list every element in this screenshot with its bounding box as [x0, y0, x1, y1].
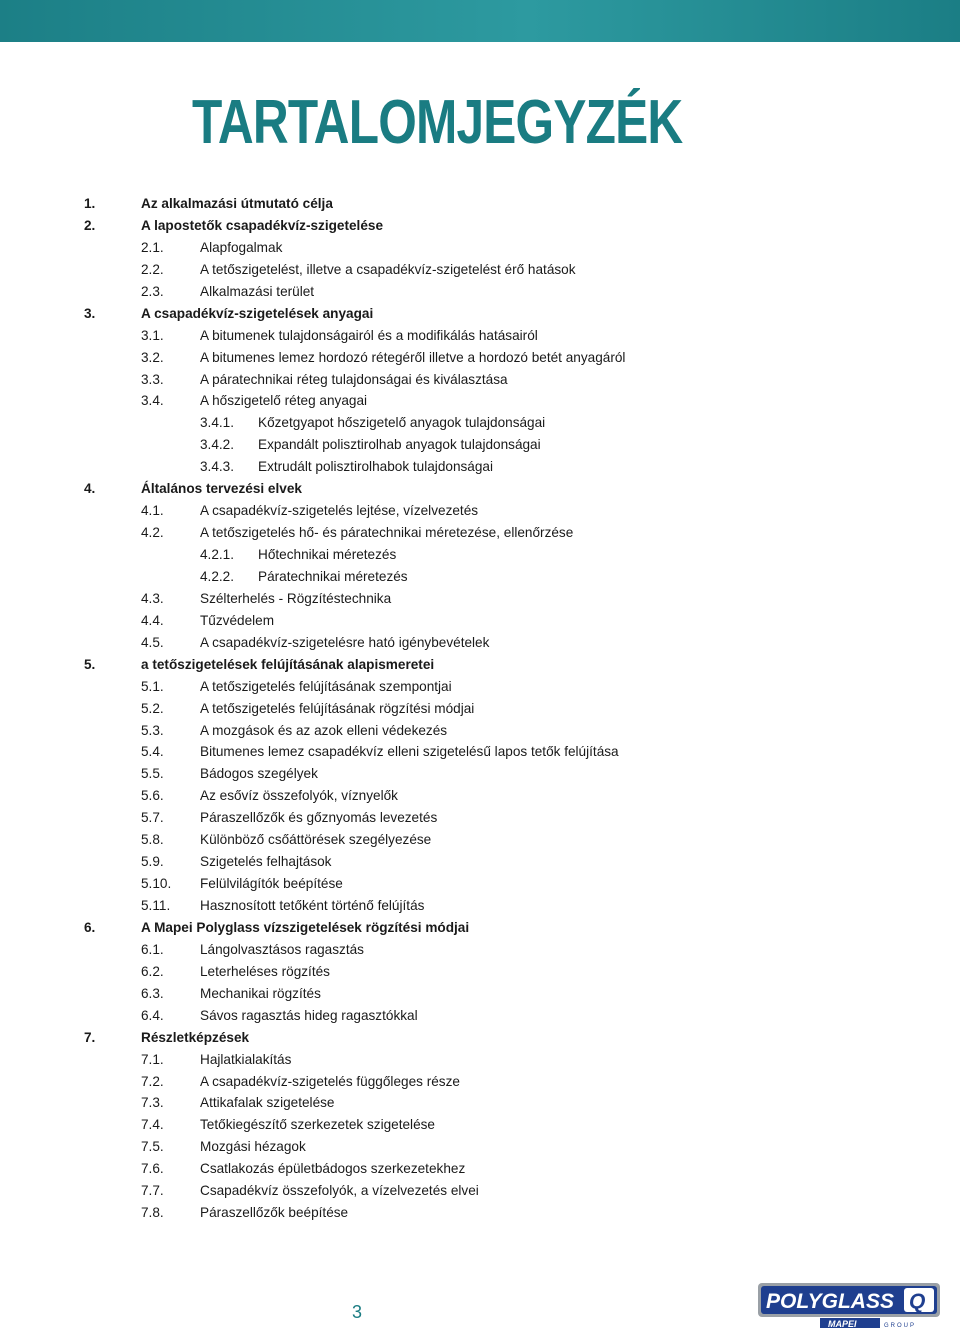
toc-entry-level-2 — [0, 1136, 960, 1158]
toc-entry-title: Hasznosított tetőként történő felújítás — [200, 898, 425, 913]
toc-entry-title: A Mapei Polyglass vízszigetelések rögzítési módjai — [141, 919, 470, 935]
toc-entry-level-2 — [0, 1180, 960, 1202]
toc-entry-level-2 — [0, 1071, 960, 1093]
toc-entry-number: 4.4. — [141, 612, 164, 628]
toc-entry-number: 5.4. — [141, 744, 164, 760]
toc-entry-title: Hőtechnikai méretezés — [258, 547, 397, 562]
toc-entry-level-2 — [0, 785, 960, 807]
toc-entry-level-2 — [0, 369, 960, 391]
toc-entry-number: 5.10. — [141, 876, 172, 892]
toc-entry-title: Lángolvasztásos ragasztás — [200, 941, 364, 957]
toc-entry-title: A mozgások és az azok elleni védekezés — [200, 722, 448, 738]
header-band — [0, 0, 960, 42]
toc-entry-level-2 — [0, 720, 960, 742]
toc-entry-number: 5.5. — [141, 766, 164, 782]
toc-entry-number: 4.2.1. — [200, 547, 235, 562]
toc-entry-number: 3.4.3. — [200, 459, 235, 475]
toc-entry-number: 6.3. — [141, 985, 164, 1001]
toc-entry-title: Csatlakozás épületbádogos szerkezetekhez — [200, 1161, 466, 1177]
toc-entry-title: Csapadékvíz összefolyók, a vízelvezetés elvei — [200, 1183, 479, 1199]
toc-entry-title: Páratechnikai méretezés — [258, 568, 408, 584]
toc-entry-number: 4.2. — [141, 525, 164, 541]
toc-entry-number: 5.3. — [141, 722, 164, 738]
toc-entry-number: 3.4. — [141, 393, 164, 409]
toc-entry-title: Szigetelés felhajtások — [200, 854, 332, 870]
logo-q-mark: Q — [909, 1290, 926, 1313]
toc-entry-level-3 — [0, 456, 960, 478]
toc-entry-number: 4. — [84, 481, 96, 497]
toc-entry-number: 2.2. — [141, 261, 164, 277]
toc-entry-level-2 — [0, 237, 960, 259]
toc-entry-title: Mechanikai rögzítés — [200, 985, 321, 1001]
toc-entry-number: 5.6. — [141, 788, 164, 804]
toc-entry-title: Leterheléses rögzítés — [200, 963, 330, 979]
toc-entry-title: Bádogos szegélyek — [200, 766, 318, 782]
logo-brand-text: POLYGLASS — [766, 1290, 894, 1313]
toc-entry-title: A tetőszigetelés hő- és páratechnikai méretezése, ellenőrzése — [200, 525, 574, 541]
toc-entry-number: 1. — [84, 196, 96, 211]
toc-entry-title: Kőzetgyapot hőszigetelő anyagok tulajdonságai — [258, 415, 546, 431]
toc-entry-title: Alkalmazási terület — [200, 283, 315, 299]
toc-entry-level-1 — [0, 478, 960, 500]
toc-entry-level-3 — [0, 544, 960, 566]
toc-entry-level-2 — [0, 259, 960, 281]
toc-entry-title: Különböző csőáttörések szegélyezése — [200, 832, 432, 848]
toc-entry-title: Attikafalak szigetelése — [200, 1095, 335, 1111]
toc-entry-title: Tetőkiegészítő szerkezetek szigetelése — [200, 1117, 435, 1133]
toc-entry-number: 5.1. — [141, 678, 164, 694]
toc-entry-level-2 — [0, 1158, 960, 1180]
toc-entry-title: a tetőszigetelések felújításának alapismeretei — [141, 656, 435, 672]
toc-entry-title: Szélterhelés - Rögzítéstechnika — [200, 590, 392, 606]
toc-entry-title: A tetőszigetelés felújításának szempontjai — [200, 678, 452, 694]
toc-entry-level-2 — [0, 281, 960, 303]
toc-entry-title: A bitumenes lemez hordozó rétegéről illetve a hordozó betét anyagáról — [200, 349, 626, 365]
toc-entry-number: 3.1. — [141, 327, 164, 343]
toc-entry-number: 3.3. — [141, 371, 164, 387]
polyglass-logo — [758, 1283, 940, 1331]
toc-entry-title: Az alkalmazási útmutató célja — [141, 196, 333, 211]
toc-entry-number: 7.5. — [141, 1139, 164, 1155]
toc-entry-title: A páratechnikai réteg tulajdonságai és kiválasztása — [200, 371, 508, 387]
toc-entry-title: A lapostetők csapadékvíz-szigetelése — [141, 217, 384, 233]
toc-entry-level-2 — [0, 522, 960, 544]
toc-entry-level-2 — [0, 632, 960, 654]
toc-entry-number: 3.4.1. — [200, 415, 235, 431]
toc-entry-number: 2.3. — [141, 283, 164, 299]
toc-entry-title: Mozgási hézagok — [200, 1139, 306, 1155]
toc-entry-title: Tűzvédelem — [200, 612, 275, 628]
toc-entry-number: 5.2. — [141, 700, 164, 716]
toc-entry-title: Expandált polisztirolhab anyagok tulajdonságai — [258, 437, 541, 453]
toc-entry-title: A csapadékvíz-szigetelés függőleges része — [200, 1073, 460, 1089]
toc-entry-title: Alapfogalmak — [200, 239, 283, 255]
toc-entry-title: A csapadékvíz-szigetelések anyagai — [141, 305, 374, 321]
toc-entry-number: 5.9. — [141, 854, 164, 870]
toc-entry-level-1 — [0, 193, 960, 215]
toc-entry-number: 7.1. — [141, 1051, 164, 1067]
toc-entry-level-2 — [0, 829, 960, 851]
toc-entry-number: 7.7. — [141, 1183, 164, 1199]
toc-entry-title: A hőszigetelő réteg anyagai — [200, 393, 368, 409]
toc-entry-number: 4.3. — [141, 590, 164, 606]
toc-entry-title: Az esővíz összefolyók, víznyelők — [200, 788, 398, 804]
toc-entry-level-1 — [0, 215, 960, 237]
toc-entry-level-3 — [0, 434, 960, 456]
page-title: TARTALOMJEGYZÉK — [192, 88, 683, 157]
toc-entry-number: 6.2. — [141, 963, 164, 979]
toc-entry-level-2 — [0, 983, 960, 1005]
toc-entry-number: 5. — [84, 656, 96, 672]
toc-entry-title: A tetőszigetelés felújításának rögzítési módjai — [200, 700, 475, 716]
toc-entry-title: Általános tervezési elvek — [141, 481, 302, 497]
toc-entry-level-2 — [0, 676, 960, 698]
toc-entry-title: Páraszellőzők beépítése — [200, 1205, 349, 1221]
toc-entry-level-2 — [0, 390, 960, 412]
toc-entry-level-2 — [0, 873, 960, 895]
toc-entry-number: 2.1. — [141, 239, 164, 255]
toc-entry-number: 3. — [84, 305, 96, 321]
toc-entry-number: 5.8. — [141, 832, 164, 848]
toc-entry-title: Hajlatkialakítás — [200, 1051, 292, 1067]
toc-entry-level-2 — [0, 895, 960, 917]
toc-entry-level-3 — [0, 566, 960, 588]
toc-entry-title: Részletképzések — [141, 1029, 250, 1045]
table-of-contents — [0, 193, 960, 1224]
toc-entry-title: A tetőszigetelést, illetve a csapadékvíz-szigetelést érő hatások — [200, 261, 576, 277]
toc-entry-level-2 — [0, 741, 960, 763]
toc-entry-level-2 — [0, 588, 960, 610]
toc-entry-title: Bitumenes lemez csapadékvíz elleni szigetelésű lapos tetők felújítása — [200, 744, 619, 760]
toc-entry-level-2 — [0, 939, 960, 961]
toc-entry-number: 7.6. — [141, 1161, 164, 1177]
toc-entry-title: Extrudált polisztirolhabok tulajdonságai — [258, 459, 494, 475]
toc-entry-number: 6.4. — [141, 1007, 164, 1023]
toc-entry-title: A bitumenek tulajdonságairól és a modifikálás hatásairól — [200, 327, 538, 343]
toc-entry-number: 5.7. — [141, 810, 164, 826]
logo-mapei-text: MAPEI — [828, 1319, 857, 1329]
toc-entry-level-1 — [0, 917, 960, 939]
toc-entry-title: A csapadékvíz-szigetelésre ható igénybevételek — [200, 634, 490, 650]
toc-entry-level-1 — [0, 1027, 960, 1049]
toc-entry-number: 5.11. — [141, 898, 171, 913]
toc-entry-level-2 — [0, 347, 960, 369]
toc-entry-level-2 — [0, 610, 960, 632]
toc-entry-number: 4.2.2. — [200, 568, 235, 584]
page-number: 3 — [352, 1302, 363, 1322]
toc-entry-level-2 — [0, 698, 960, 720]
toc-entry-level-2 — [0, 1092, 960, 1114]
toc-entry-number: 6. — [84, 919, 96, 935]
logo-group-text: GROUP — [884, 1323, 917, 1329]
toc-entry-level-2 — [0, 1114, 960, 1136]
toc-entry-title: Páraszellőzők és gőznyomás levezetés — [200, 810, 438, 826]
toc-entry-level-1 — [0, 654, 960, 676]
toc-entry-number: 4.5. — [141, 634, 164, 650]
toc-entry-level-2 — [0, 763, 960, 785]
toc-entry-number: 7.8. — [141, 1205, 164, 1221]
toc-entry-title: Felülvilágítók beépítése — [200, 876, 343, 892]
toc-entry-number: 6.1. — [141, 941, 164, 957]
toc-entry-number: 3.4.2. — [200, 437, 235, 453]
toc-entry-level-2 — [0, 1202, 960, 1224]
toc-entry-level-2 — [0, 325, 960, 347]
toc-entry-level-2 — [0, 851, 960, 873]
toc-entry-level-2 — [0, 500, 960, 522]
toc-entry-title: Sávos ragasztás hideg ragasztókkal — [200, 1007, 418, 1023]
toc-entry-level-1 — [0, 303, 960, 325]
toc-entry-number: 7. — [84, 1029, 96, 1045]
toc-entry-number: 3.2. — [141, 349, 164, 365]
toc-entry-number: 4.1. — [141, 503, 164, 519]
toc-entry-level-2 — [0, 1049, 960, 1071]
toc-entry-level-2 — [0, 961, 960, 983]
toc-entry-level-2 — [0, 1005, 960, 1027]
toc-entry-number: 7.4. — [141, 1117, 164, 1133]
toc-entry-title: A csapadékvíz-szigetelés lejtése, vízelvezetés — [200, 503, 479, 519]
toc-entry-number: 7.3. — [141, 1095, 164, 1111]
toc-entry-level-3 — [0, 412, 960, 434]
toc-entry-level-2 — [0, 807, 960, 829]
toc-entry-number: 7.2. — [141, 1073, 164, 1089]
toc-entry-number: 2. — [84, 217, 96, 233]
